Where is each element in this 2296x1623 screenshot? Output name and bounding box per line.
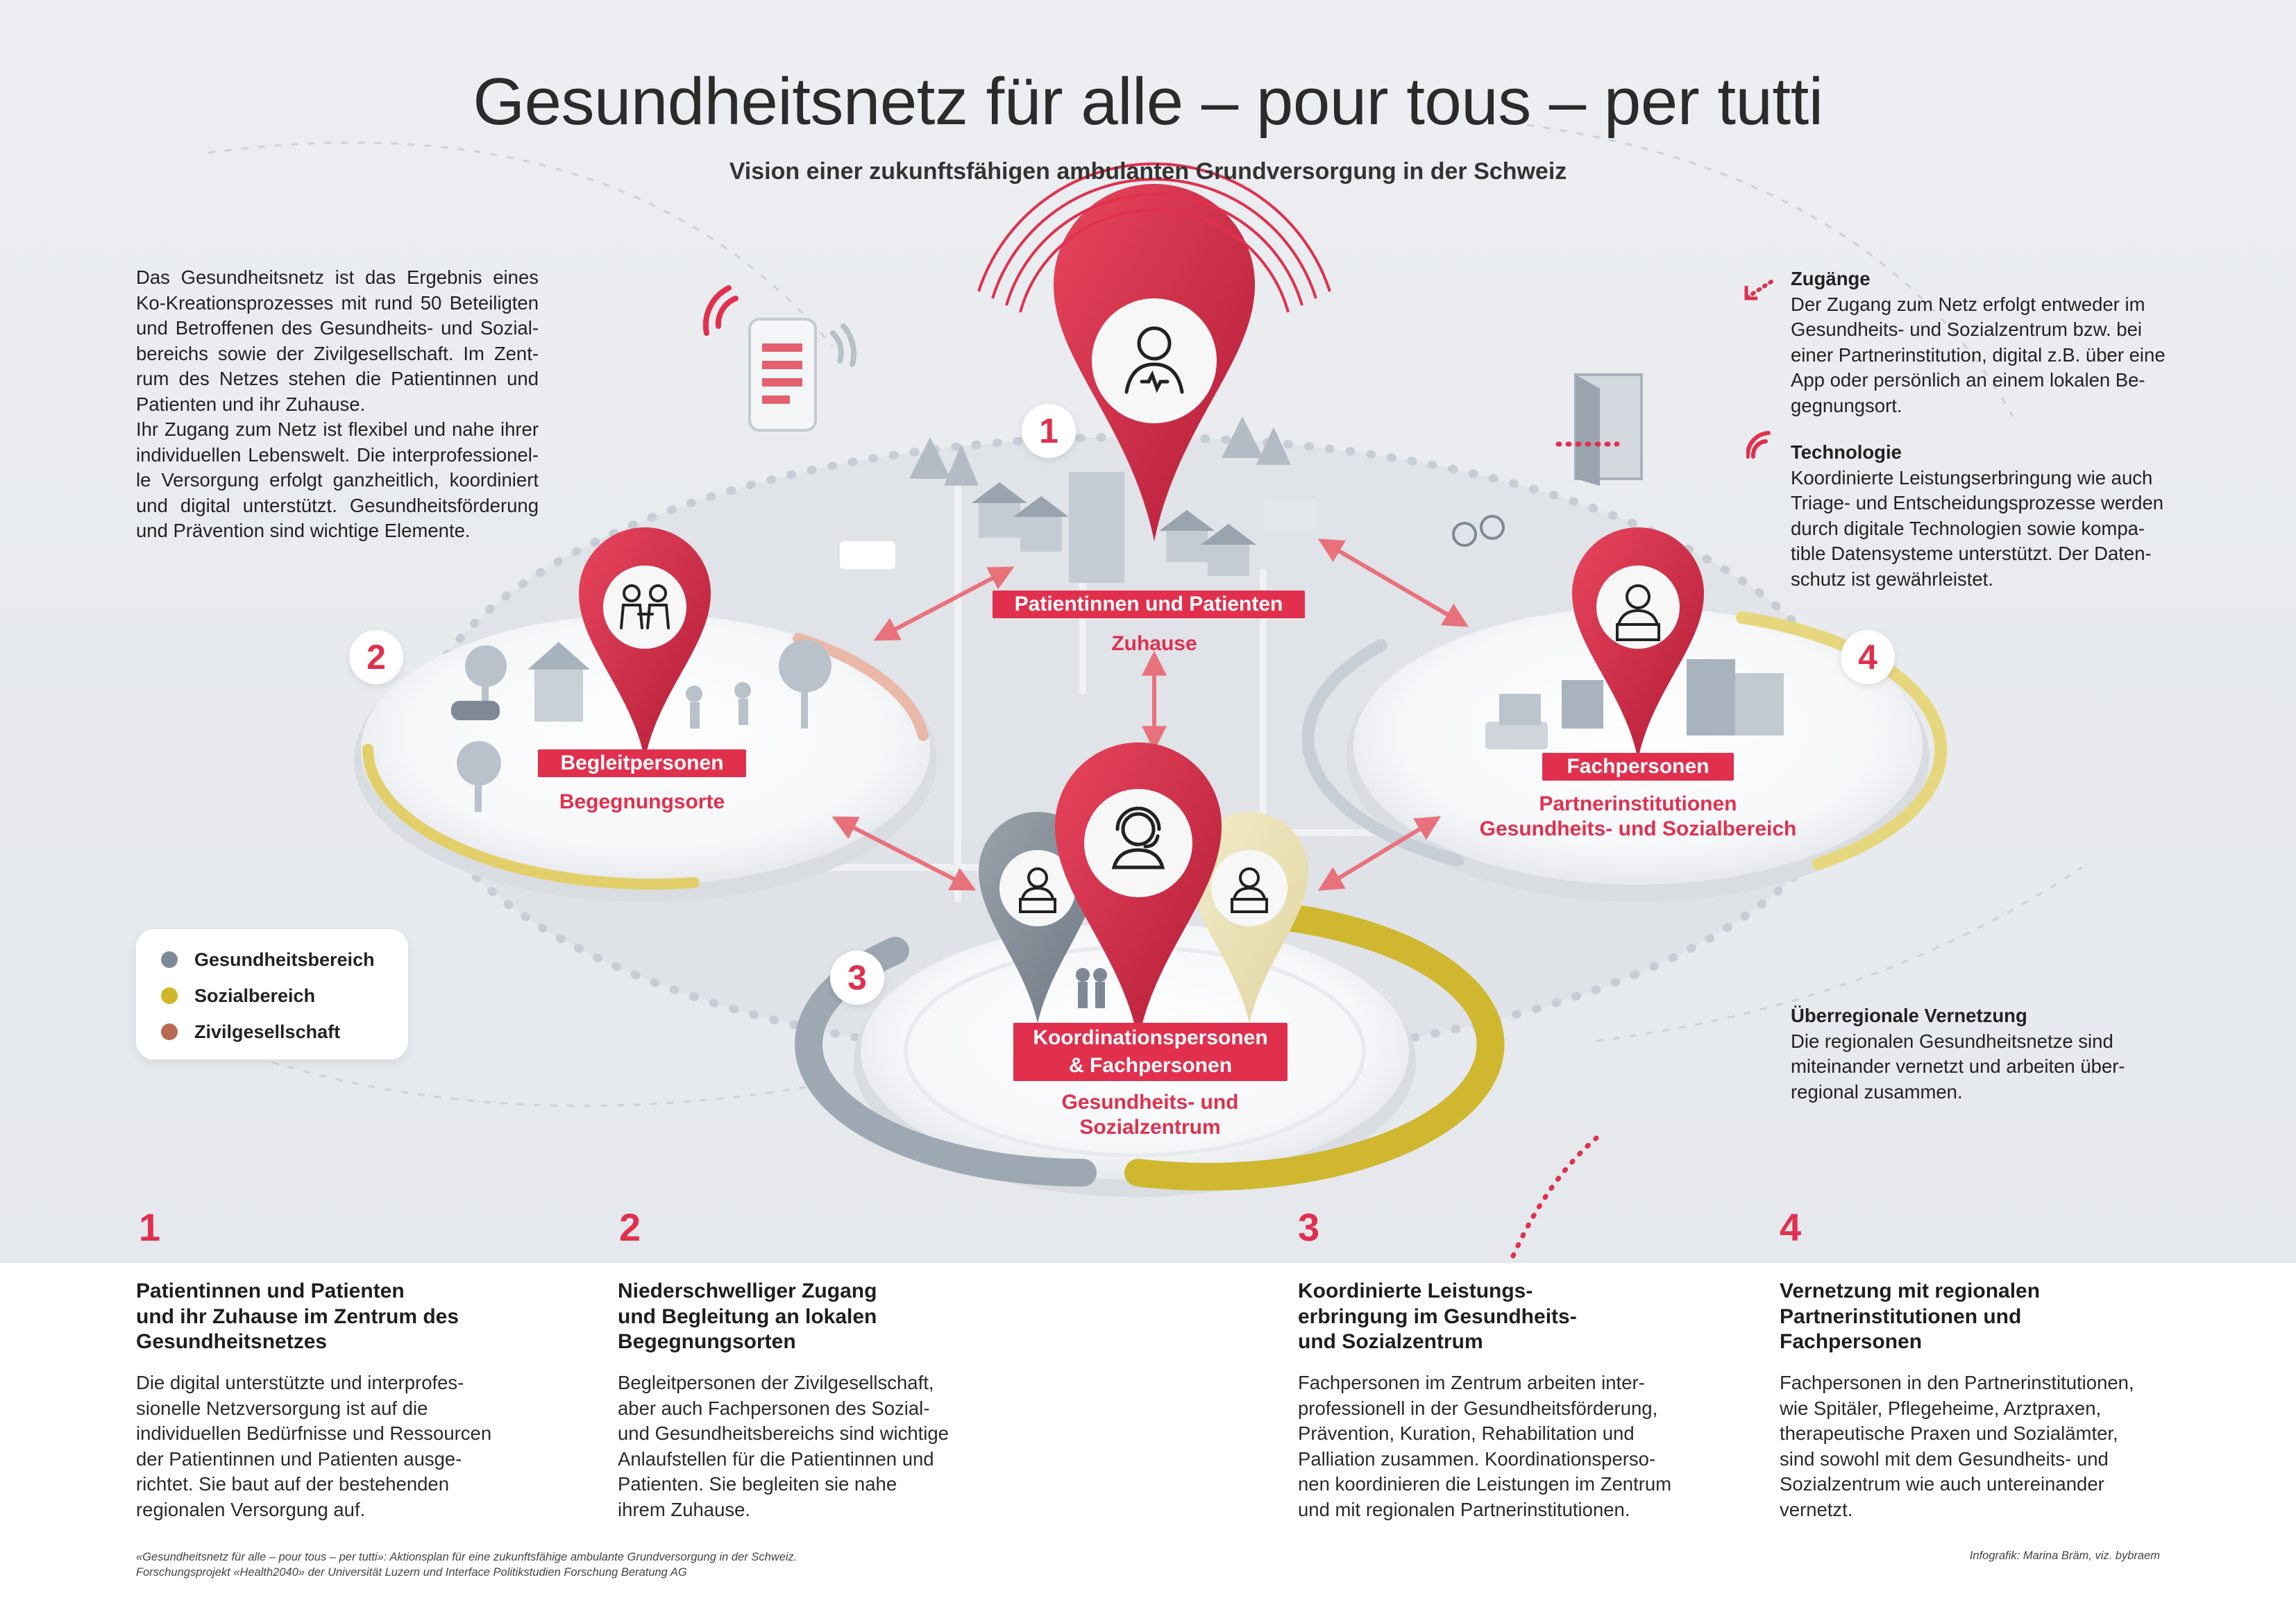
legend-label: Gesundheitsbereich bbox=[194, 949, 375, 970]
door-icon bbox=[1576, 375, 1641, 486]
legend-item-health bbox=[161, 946, 375, 974]
label-partner-line: Partnerinstitutionen bbox=[1539, 792, 1737, 815]
column-text-line: und Gesundheitsbereichs sind wichtige bbox=[618, 1422, 949, 1444]
column-text-4 bbox=[1780, 1370, 2134, 1522]
column-text-line: der Patientinnen und Patienten ausge- bbox=[136, 1447, 462, 1470]
column-text-line: sionelle Netzversorgung ist auf die bbox=[136, 1397, 428, 1419]
legend-label: Sozialbereich bbox=[194, 985, 316, 1006]
column-title-line: Partnerinstitutionen und bbox=[1780, 1305, 2022, 1328]
source-note bbox=[136, 1549, 797, 1580]
column-title-line: Niederschwelliger Zugang bbox=[618, 1280, 877, 1302]
intro-line: Das Gesundheitsnetz ist das Ergebnis eines bbox=[136, 266, 539, 288]
column-text-line: regionalen Versorgung auf. bbox=[136, 1498, 366, 1520]
smartphone-icon bbox=[750, 319, 816, 430]
intro-line: Ko-Kreationsprozesses mit rund 50 Beteiligten bbox=[136, 291, 539, 314]
column-title-line: Fachpersonen bbox=[1780, 1330, 1923, 1353]
column-text-line: Sozialzentrum wie auch untereinander bbox=[1780, 1473, 2104, 1495]
column-title-line: Patientinnen und Patienten bbox=[136, 1280, 405, 1302]
source-line: Forschungsprojekt «Health2040» der Universität Luzern und Interface Politikstudien Forschung Beratung AG bbox=[136, 1566, 687, 1579]
column-number-2: 2 bbox=[619, 1205, 641, 1249]
label-zuhause: Zuhause bbox=[1111, 632, 1197, 655]
label-coordination-line: & Fachpersonen bbox=[1068, 1054, 1233, 1077]
column-text-line: Fachpersonen in den Partnerinstitutionen, bbox=[1780, 1372, 2134, 1393]
label-patients: Patientinnen und Patienten bbox=[993, 590, 1305, 618]
column-text-line: aber auch Fachpersonen des Sozial- bbox=[618, 1397, 930, 1419]
note-line: Triage- und Entscheidungsprozesse werden bbox=[1791, 492, 2164, 513]
legend-item-social bbox=[161, 982, 315, 1010]
note-technologie bbox=[1791, 440, 2179, 592]
column-text-line: wie Spitäler, Pflegeheime, Arztpraxen, bbox=[1780, 1397, 2102, 1419]
note-title: Überregionale Vernetzung bbox=[1791, 1005, 2027, 1026]
intro-line: Patienten und ihr Zuhause. bbox=[136, 393, 366, 415]
credit-note: Infografik: Marina Bräm, viz. bybraem bbox=[1969, 1549, 2160, 1562]
column-text-line: therapeutische Praxen und Sozialämter, bbox=[1780, 1422, 2118, 1444]
note-line: App oder persönlich an einem lokalen Be- bbox=[1791, 369, 2145, 391]
column-text-line: Anlaufstellen für die Patientinnen und bbox=[618, 1447, 934, 1470]
intro-paragraph bbox=[136, 265, 539, 544]
column-title-line: Vernetzung mit regionalen bbox=[1780, 1280, 2041, 1302]
column-text-line: nen koordinieren die Leistungen im Zentrum bbox=[1298, 1473, 1672, 1495]
note-line: Koordinierte Leistungserbringung wie auch bbox=[1791, 466, 2153, 488]
label-begleitpersonen: Begleitpersonen bbox=[538, 749, 746, 777]
intro-line: bereichs sowie der Zivilgesellschaft. Im Zent- bbox=[136, 342, 539, 364]
label-coordination bbox=[1013, 1023, 1288, 1081]
note-title: Zugänge bbox=[1791, 268, 1871, 289]
intro-line: und Betroffenen des Gesundheits- und Sozial- bbox=[136, 317, 539, 339]
column-title-line: Gesundheitsnetzes bbox=[136, 1330, 328, 1353]
column-title-line: und Sozialzentrum bbox=[1298, 1330, 1483, 1353]
column-text-line: vernetzt. bbox=[1780, 1498, 1853, 1520]
column-text-2 bbox=[618, 1370, 949, 1522]
column-text-line: Patienten. Sie begleiten sie nahe bbox=[618, 1473, 897, 1495]
column-title-line: Koordinierte Leistungs- bbox=[1298, 1280, 1533, 1302]
intro-line: und Prävention sind wichtige Elemente. bbox=[136, 520, 471, 541]
intro-line: individuellen Lebenswelt. Die interprofessionel- bbox=[136, 443, 539, 466]
column-text-line: richtet. Sie baut auf der bestehenden bbox=[136, 1473, 450, 1495]
column-text-line: Fachpersonen im Zentrum arbeiten inter- bbox=[1298, 1372, 1645, 1393]
node-number-4: 4 bbox=[1841, 630, 1895, 684]
column-text-line: Prävention, Kuration, Rehabilitation und bbox=[1298, 1422, 1635, 1444]
column-title-line: und Begleitung an lokalen bbox=[618, 1305, 877, 1328]
note-line: Der Zugang zum Netz erfolgt entweder im bbox=[1791, 293, 2145, 315]
note-line: regional zusammen. bbox=[1791, 1080, 1963, 1103]
label-zentrum bbox=[1011, 1090, 1289, 1140]
note-line: miteinander vernetzt und arbeiten über- bbox=[1791, 1055, 2125, 1077]
column-title-2 bbox=[618, 1279, 877, 1355]
column-title-line: erbringung im Gesundheits- bbox=[1298, 1305, 1577, 1328]
note-line: einer Partnerinstitution, digital z.B. über eine bbox=[1791, 343, 2166, 366]
column-text-line: individuellen Bedürfnisse und Ressourcen bbox=[136, 1422, 492, 1444]
legend-item-civil bbox=[161, 1018, 340, 1046]
node-number-2: 2 bbox=[349, 630, 403, 684]
label-begegnungsorte: Begegnungsorte bbox=[559, 790, 725, 813]
label-partner-line: Gesundheits- und Sozialbereich bbox=[1479, 817, 1797, 840]
column-text-line: ihrem Zuhause. bbox=[618, 1498, 751, 1520]
signal-waves-grey-icon bbox=[833, 326, 854, 364]
column-text-line: Palliation zusammen. Koordinationsperso- bbox=[1298, 1447, 1656, 1470]
legend-dot bbox=[161, 1023, 178, 1040]
note-line: Gesundheits- und Sozialzentrum bzw. bei bbox=[1791, 318, 2142, 340]
column-text-line: professionell in der Gesundheitsförderung, bbox=[1298, 1397, 1658, 1419]
label-partner bbox=[1430, 792, 1846, 842]
column-title-3 bbox=[1298, 1279, 1577, 1355]
column-number-1: 1 bbox=[139, 1205, 161, 1249]
note-vernetzung bbox=[1791, 1003, 2179, 1105]
page-title: Gesundheitsnetz für alle – pour tous – per tutti bbox=[473, 65, 1823, 139]
label-coordination-line: Koordinationspersonen bbox=[1033, 1026, 1268, 1049]
label-fachpersonen: Fachpersonen bbox=[1542, 753, 1734, 781]
column-text-1 bbox=[136, 1370, 491, 1522]
column-number-4: 4 bbox=[1780, 1205, 1802, 1249]
column-text-3 bbox=[1298, 1370, 1671, 1522]
column-title-line: Begegnungsorten bbox=[618, 1330, 796, 1353]
column-title-line: und ihr Zuhause im Zentrum des bbox=[136, 1305, 459, 1328]
column-number-3: 3 bbox=[1298, 1205, 1320, 1249]
column-text-line: sind sowohl mit dem Gesundheits- und bbox=[1780, 1447, 2109, 1470]
intro-line: rum des Netzes stehen die Patientinnen und bbox=[136, 368, 539, 389]
node-number-3: 3 bbox=[830, 951, 884, 1005]
intro-line: Ihr Zugang zum Netz ist flexibel und nahe ihrer bbox=[136, 418, 539, 440]
intro-line: le Versorgung erfolgt ganzheitlich, koordiniert bbox=[136, 469, 539, 491]
intro-line: und digital unterstützt. Gesundheitsförderung bbox=[136, 494, 539, 516]
access-arrow-icon bbox=[1744, 276, 1777, 304]
technology-signal-icon bbox=[1746, 429, 1780, 462]
supraregional-dotted-link bbox=[1513, 1138, 1596, 1256]
page-subtitle: Vision einer zukunftsfähigen ambulanten Grundversorgung in der Schweiz bbox=[729, 158, 1567, 185]
legend-label: Zivilgesellschaft bbox=[194, 1021, 341, 1042]
note-zugaenge bbox=[1791, 266, 2179, 418]
column-title-4 bbox=[1780, 1279, 2040, 1355]
column-text-line: und mit regionalen Partnerinstitutionen. bbox=[1298, 1498, 1630, 1520]
note-line: durch digitale Technologien sowie kompa- bbox=[1791, 517, 2145, 539]
source-line: «Gesundheitsnetz für alle – pour tous – per tutti»: Aktionsplan für eine zukunftsfähige ambulante Grundversorgung in der Schweiz. bbox=[136, 1551, 797, 1563]
note-line: gegnungsort. bbox=[1791, 394, 1902, 416]
legend bbox=[136, 929, 408, 1060]
note-line: tible Datensysteme unterstützt. Der Daten- bbox=[1791, 543, 2152, 564]
note-line: Die regionalen Gesundheitsnetze sind bbox=[1791, 1030, 2113, 1052]
note-line: schutz ist gewährleistet. bbox=[1791, 568, 1993, 590]
node-number-1: 1 bbox=[1022, 404, 1076, 458]
legend-dot bbox=[161, 987, 178, 1004]
label-zentrum-line: Gesundheits- und bbox=[1061, 1091, 1239, 1114]
column-title-1 bbox=[136, 1279, 459, 1355]
signal-waves-icon bbox=[706, 288, 736, 333]
legend-dot bbox=[161, 951, 178, 968]
column-text-line: Die digital unterstützte und interprofes- bbox=[136, 1372, 464, 1393]
column-text-line: Begleitpersonen der Zivilgesellschaft, bbox=[618, 1372, 934, 1393]
label-zentrum-line: Sozialzentrum bbox=[1079, 1116, 1221, 1139]
note-title: Technologie bbox=[1791, 441, 1902, 463]
